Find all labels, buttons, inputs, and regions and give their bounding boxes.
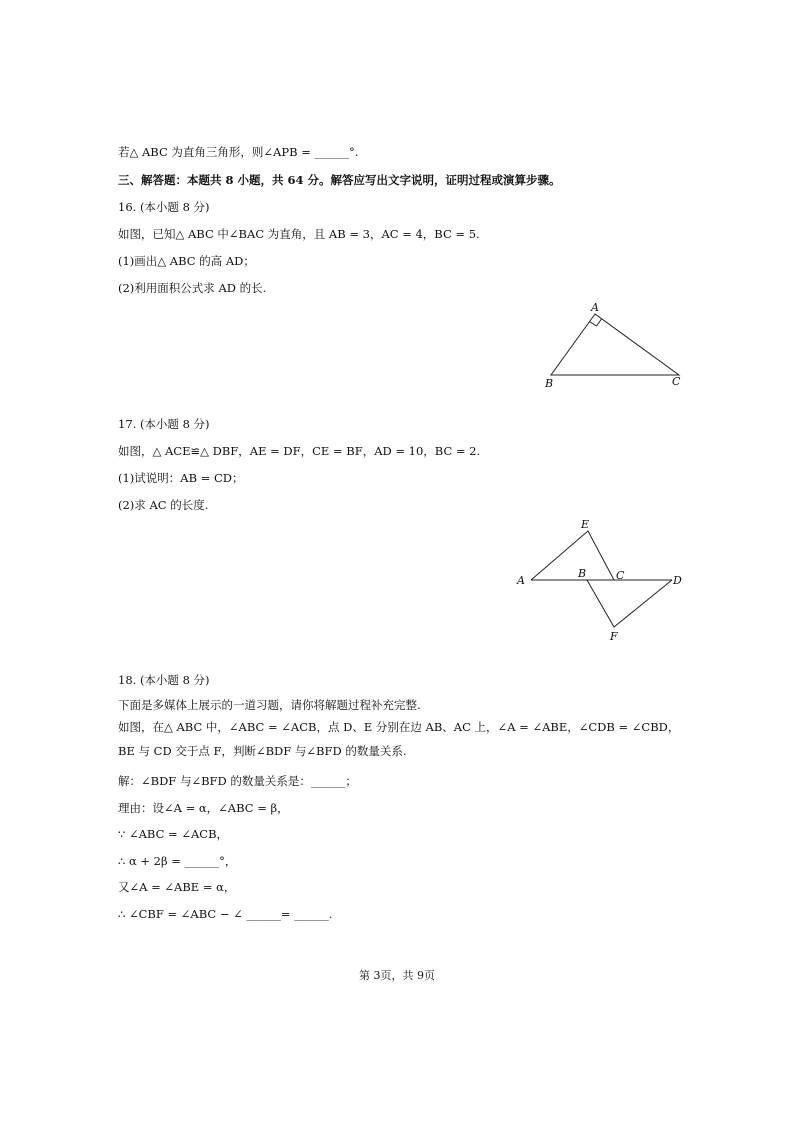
q18-header: 18. (本小题 8 分) <box>118 673 210 687</box>
q18-solution: 解：∠BDF 与∠BFD 的数量关系是：______； <box>118 774 357 788</box>
q18-step-4: ∴ ∠CBF = ∠ABC − ∠ ______= ______. <box>118 907 333 921</box>
q16-part2: (2)利用面积公式求 AD 的长. <box>118 281 267 295</box>
section-heading: 三、解答题：本题共 8 小题，共 64 分。解答应写出文字说明，证明过程或演算步骤。 <box>118 173 561 187</box>
fig16-label-c: C <box>672 375 681 388</box>
fig17-label-b: B <box>578 567 587 580</box>
q18-intro: 下面是多媒体上展示的一道习题，请你将解题过程补充完整. <box>118 698 421 712</box>
fig17-label-d: D <box>673 574 682 587</box>
fig16-label-a: A <box>591 301 599 314</box>
fig17-label-f: F <box>610 630 618 643</box>
fig16-label-b: B <box>545 377 554 390</box>
fig17-label-a: A <box>517 574 525 587</box>
q18-step-2: ∴ α + 2β = ______°， <box>118 854 237 868</box>
q17-header: 17. (本小题 8 分) <box>118 417 210 431</box>
q18-stem-2: BE 与 CD 交于点 F，判断∠BDF 与∠BFD 的数量关系. <box>118 744 407 758</box>
fig17-label-c: C <box>616 569 625 582</box>
line-blank-apb: 若△ ABC 为直角三角形，则∠APB = ______°. <box>118 145 359 159</box>
q17-part2: (2)求 AC 的长度. <box>118 498 209 512</box>
q18-reason: 理由：设∠A = α，∠ABC = β， <box>118 801 289 815</box>
q16-header: 16. (本小题 8 分) <box>118 200 210 214</box>
fig17-label-e: E <box>581 518 590 531</box>
q18-stem-1: 如图，在△ ABC 中，∠ABC = ∠ACB，点 D、E 分别在边 AB、AC 上，∠A = ∠ABE，∠CDB = ∠CBD， <box>118 720 680 734</box>
page-footer: 第 3页，共 9页 <box>359 969 435 982</box>
q17-part1: (1)试说明：AB = CD； <box>118 471 244 485</box>
q16-stem: 如图，已知△ ABC 中∠BAC 为直角，且 AB = 3，AC = 4，BC = 5. <box>118 227 480 241</box>
q17-stem: 如图，△ ACE≌△ DBF，AE = DF，CE = BF，AD = 10，BC = 2. <box>118 444 481 458</box>
q18-step-1: ∵ ∠ABC = ∠ACB， <box>118 827 229 841</box>
q18-step-3: 又∠A = ∠ABE = α， <box>118 880 236 894</box>
q16-part1: (1)画出△ ABC 的高 AD； <box>118 254 255 268</box>
